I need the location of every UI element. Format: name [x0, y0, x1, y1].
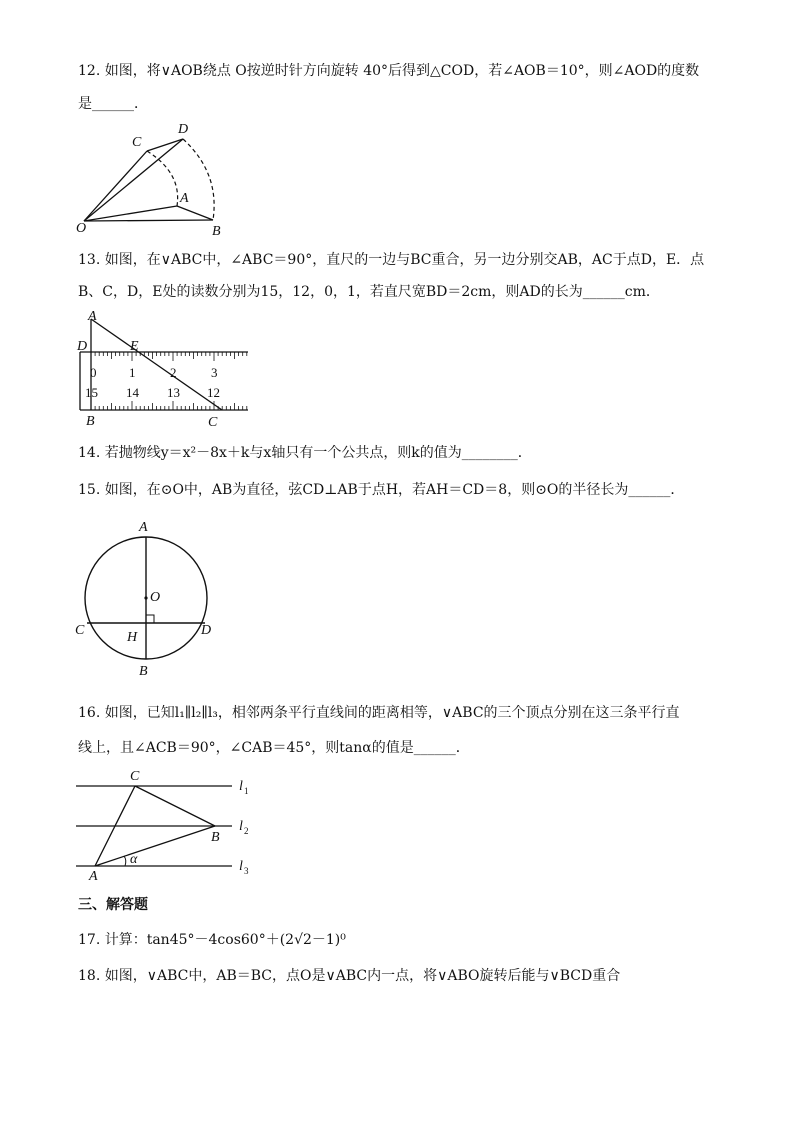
q17-text-line1: 17. 计算：tan45°－4cos60°＋(2√2－1)⁰ [78, 932, 346, 948]
q15-figure [72, 515, 222, 680]
q16-label-alpha: α [130, 852, 138, 867]
q12-text-line1: 12. 如图，将∨AOB绕点 O按逆时针方向旋转 40°后得到△COD，若∠AOB＝10°，则∠AOD的度数 [78, 63, 700, 79]
q16-label-l3-subscript: 3 [244, 866, 249, 876]
q13-bottom-number-12: 12 [207, 385, 220, 400]
q15-center-dot [144, 596, 147, 599]
q13-bottom-number-14: 14 [126, 385, 139, 400]
q13-label-c: C [208, 415, 218, 430]
q12-segment-oa [84, 206, 177, 221]
q12-label-b: B [212, 224, 221, 239]
q12-segment-ob [84, 220, 213, 221]
q13-text-line2: B、C，D，E处的读数分别为15，12，0，1，若直尺宽BD＝2cm，则AD的长为______cm． [78, 284, 660, 300]
q15-label-o: O [150, 590, 161, 605]
q16-label-c: C [130, 769, 140, 784]
q12-text-line2: 是______． [78, 96, 148, 112]
q12-label-c: C [132, 135, 142, 150]
q16-segment-cb [135, 786, 215, 826]
q13-label-a: A [88, 309, 97, 324]
q13-text-line1: 13. 如图，在∨ABC中，∠ABC＝90°，直尺的一边与BC重合，另一边分别交AB，AC于点D，E．点 [78, 252, 705, 268]
q16-text-line1: 16. 如图，已知l₁∥l₂∥l₃，相邻两条平行直线间的距离相等，∨ABC的三个顶点分别在这三条平行直 [78, 705, 680, 721]
q14-text-line1: 14. 若抛物线y＝x²－8x＋k与x轴只有一个公共点，则k的值为________． [78, 445, 532, 461]
q13-label-b: B [86, 414, 95, 429]
q16-figure [72, 764, 262, 884]
q16-label-l2: l [239, 819, 243, 834]
q16-label-b: B [211, 830, 220, 845]
q16-label-l2-subscript: 2 [244, 826, 249, 836]
q15-label-a: A [139, 520, 148, 535]
q13-label-d: D [77, 339, 88, 354]
q12-segment-cd [147, 139, 183, 151]
q16-segment-ab [95, 826, 215, 866]
q12-segment-ab [177, 206, 213, 220]
q16-label-l1: l [239, 779, 243, 794]
q13-top-number-2: 2 [170, 365, 177, 380]
q16-text-line2: 线上，且∠ACB＝90°，∠CAB＝45°，则tanα的值是______． [78, 740, 470, 756]
q16-angle-alpha-arc [124, 856, 126, 866]
q12-label-d: D [178, 122, 189, 137]
q15-label-b: B [139, 664, 148, 679]
q13-ruler-ticks [91, 352, 247, 410]
q15-label-c: C [75, 623, 85, 638]
q15-right-angle-mark [146, 615, 154, 623]
q15-label-h: H [127, 630, 138, 645]
q15-text-line1: 15. 如图，在⊙O中，AB为直径，弦CD⊥AB于点H，若AH＝CD＝8，则⊙O的半径长为______． [78, 482, 685, 498]
q16-label-a: A [89, 869, 98, 884]
q16-label-l3: l [239, 859, 243, 874]
q13-bottom-number-15: 15 [85, 385, 98, 400]
q12-segment-oc [84, 151, 147, 221]
q13-segment-ac [91, 319, 222, 410]
q12-label-a: A [180, 191, 189, 206]
q12-arc-db [183, 139, 214, 220]
q13-top-number-0: 0 [90, 365, 97, 380]
q12-label-o: O [76, 221, 87, 236]
q12-figure [70, 118, 240, 238]
section-3-heading: 三、解答题 [78, 897, 148, 913]
q16-label-l1-subscript: 1 [244, 786, 249, 796]
q15-label-d: D [201, 623, 212, 638]
q13-label-e: E [130, 339, 139, 354]
q13-top-number-3: 3 [211, 365, 218, 380]
q13-figure [72, 306, 262, 431]
q12-arc-ca [147, 151, 178, 206]
q12-segment-od [84, 139, 183, 221]
q18-text-line1: 18. 如图，∨ABC中，AB＝BC，点O是∨ABC内一点，将∨ABO旋转后能与∨BCD重合 [78, 968, 621, 984]
q13-bottom-number-13: 13 [167, 385, 180, 400]
q13-top-number-1: 1 [129, 365, 136, 380]
